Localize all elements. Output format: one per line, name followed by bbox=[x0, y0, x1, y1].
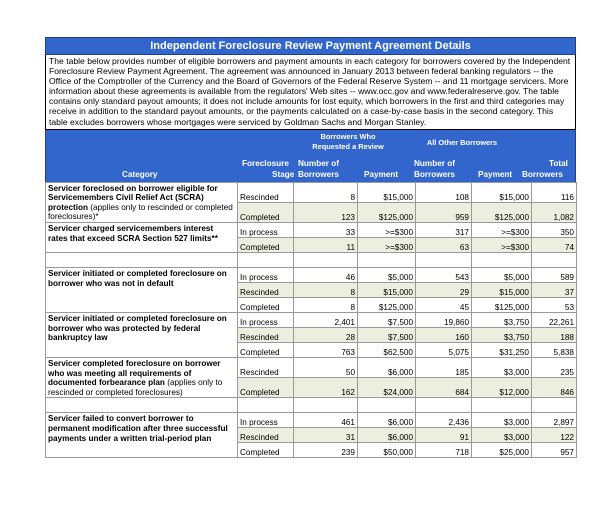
foreclosure-stage-cell: In process bbox=[238, 413, 294, 428]
requested-borrowers-cell: 8 bbox=[294, 283, 358, 298]
other-borrowers-cell: 5,075 bbox=[416, 343, 472, 358]
total-borrowers-cell: 5,838 bbox=[532, 343, 577, 358]
other-payment-cell: $15,000 bbox=[472, 283, 532, 298]
requested-borrowers-cell: 33 bbox=[294, 223, 358, 238]
other-borrowers-cell: 185 bbox=[416, 358, 472, 378]
foreclosure-stage-cell: Completed bbox=[238, 378, 294, 398]
payment-table bbox=[45, 182, 577, 459]
requested-payment-cell: $125,000 bbox=[358, 202, 416, 222]
requested-borrowers-cell: 763 bbox=[294, 343, 358, 358]
table-row bbox=[46, 268, 577, 283]
requested-payment-cell: $7,500 bbox=[358, 328, 416, 343]
other-borrowers-cell: 2,436 bbox=[416, 413, 472, 428]
other-payment-cell: $3,750 bbox=[472, 313, 532, 328]
header-num2-line1: Number of bbox=[414, 158, 455, 168]
header-stage-line2: Stage bbox=[272, 169, 295, 179]
category-label: Servicer initiated or completed foreclosure on borrower who was protected by federal bankruptcy law bbox=[48, 314, 227, 343]
header-num2-line2: Borrowers bbox=[414, 169, 455, 179]
total-borrowers-cell: 53 bbox=[532, 298, 577, 313]
table-row bbox=[46, 182, 577, 202]
total-borrowers-cell: 1,082 bbox=[532, 202, 577, 222]
header-total-line1: Total bbox=[549, 158, 568, 168]
requested-borrowers-cell: 31 bbox=[294, 428, 358, 443]
foreclosure-stage-cell: Completed bbox=[238, 343, 294, 358]
other-borrowers-cell: 91 bbox=[416, 428, 472, 443]
header-payment1: Payment bbox=[364, 169, 399, 179]
other-payment-cell: $3,000 bbox=[472, 428, 532, 443]
other-borrowers-cell: 684 bbox=[416, 378, 472, 398]
foreclosure-stage-cell: Rescinded bbox=[238, 182, 294, 202]
other-borrowers-cell: 108 bbox=[416, 182, 472, 202]
category-label: Servicer failed to convert borrower to permanent modification after three successful payments under a written trial-period plan bbox=[48, 414, 228, 443]
header-stage-line1: Foreclosure bbox=[242, 158, 289, 168]
other-borrowers-cell: 718 bbox=[416, 443, 472, 458]
total-borrowers-cell: 22,261 bbox=[532, 313, 577, 328]
total-borrowers-cell: 74 bbox=[532, 238, 577, 253]
requested-payment-cell: $62,500 bbox=[358, 343, 416, 358]
table-row bbox=[46, 358, 577, 378]
other-payment-cell: $3,000 bbox=[472, 358, 532, 378]
other-payment-cell: $3,750 bbox=[472, 328, 532, 343]
requested-payment-cell: $6,000 bbox=[358, 413, 416, 428]
other-payment-cell: $15,000 bbox=[472, 182, 532, 202]
other-payment-cell: $125,000 bbox=[472, 202, 532, 222]
other-borrowers-cell: 19,860 bbox=[416, 313, 472, 328]
category-cell bbox=[46, 413, 238, 458]
requested-borrowers-cell: 239 bbox=[294, 443, 358, 458]
category-cell bbox=[46, 223, 238, 253]
category-cell bbox=[46, 358, 238, 398]
total-borrowers-cell: 37 bbox=[532, 283, 577, 298]
requested-borrowers-cell: 28 bbox=[294, 328, 358, 343]
category-note: (applies only to rescinded or completed foreclosures) bbox=[48, 378, 223, 397]
intro-paragraph: The table below provides number of eligible borrowers and payment amounts in each category for borrowers covered by the Independent Foreclosure Review Payment Agreement. The agreement was announced in January 2013 between federal banking regulators -- the Office of the Comptroller of the Currency and the Board of Governors of the Federal Reserve System -- and 11 mortgage servicers. More information about these agreements is available from the regulators' Web sites -- www.occ.gov and www.federalreserve.gov. The table contains only standard payout amounts; it does not include amounts for lost equity, which borrowers in the first and third categories may receive in addition to the standard payout amounts, or the payments calculated on a case-by-case basis in the second category. This table excludes borrowers whose mortgages were serviced by Goldman Sachs and Morgan Stanley. bbox=[45, 55, 576, 130]
requested-payment-cell: >=$300 bbox=[358, 238, 416, 253]
foreclosure-stage-cell: Completed bbox=[238, 443, 294, 458]
requested-payment-cell: $125,000 bbox=[358, 298, 416, 313]
other-borrowers-cell: 63 bbox=[416, 238, 472, 253]
requested-payment-cell: $24,000 bbox=[358, 378, 416, 398]
foreclosure-stage-cell: Rescinded bbox=[238, 328, 294, 343]
requested-payment-cell: $15,000 bbox=[358, 182, 416, 202]
other-payment-cell: $12,000 bbox=[472, 378, 532, 398]
other-borrowers-cell: 543 bbox=[416, 268, 472, 283]
total-borrowers-cell: 116 bbox=[532, 182, 577, 202]
header-category: Category bbox=[122, 169, 158, 179]
table-row bbox=[46, 223, 577, 238]
total-borrowers-cell: 957 bbox=[532, 443, 577, 458]
header-num1-line1: Number of bbox=[298, 158, 339, 168]
foreclosure-stage-cell: Rescinded bbox=[238, 283, 294, 298]
requested-borrowers-cell: 50 bbox=[294, 358, 358, 378]
foreclosure-stage-cell: Completed bbox=[238, 238, 294, 253]
header-num1-line2: Borrowers bbox=[298, 169, 339, 179]
header-payment2: Payment bbox=[478, 169, 513, 179]
table-title: Independent Foreclosure Review Payment Agreement Details bbox=[45, 37, 576, 55]
requested-borrowers-cell: 8 bbox=[294, 298, 358, 313]
other-borrowers-cell: 959 bbox=[416, 202, 472, 222]
total-borrowers-cell: 350 bbox=[532, 223, 577, 238]
category-cell bbox=[46, 313, 238, 358]
requested-borrowers-cell: 123 bbox=[294, 202, 358, 222]
other-borrowers-cell: 29 bbox=[416, 283, 472, 298]
other-payment-cell: $5,000 bbox=[472, 268, 532, 283]
other-payment-cell: >=$300 bbox=[472, 223, 532, 238]
table-row bbox=[46, 413, 577, 428]
category-cell bbox=[46, 268, 238, 313]
table-row bbox=[46, 313, 577, 328]
category-label: Servicer initiated or completed foreclosure on borrower who was not in default bbox=[48, 269, 227, 288]
header-group-requested: Borrowers Who Requested a Review bbox=[312, 131, 384, 151]
requested-borrowers-cell: 162 bbox=[294, 378, 358, 398]
other-borrowers-cell: 160 bbox=[416, 328, 472, 343]
requested-payment-cell: $6,000 bbox=[358, 358, 416, 378]
requested-borrowers-cell: 8 bbox=[294, 182, 358, 202]
category-cell bbox=[46, 182, 238, 222]
header-group-other: All Other Borrowers bbox=[426, 137, 498, 147]
foreclosure-stage-cell: Completed bbox=[238, 298, 294, 313]
category-label: Servicer charged servicemembers interest rates that exceed SCRA Section 527 limits** bbox=[48, 224, 218, 243]
foreclosure-stage-cell: Rescinded bbox=[238, 428, 294, 443]
table-header bbox=[45, 130, 576, 182]
category-label: Servicer completed foreclosure on borrower who was meeting all requirements of documented forbearance plan bbox=[48, 359, 221, 388]
requested-payment-cell: $15,000 bbox=[358, 283, 416, 298]
total-borrowers-cell: 122 bbox=[532, 428, 577, 443]
foreclosure-stage-cell: In process bbox=[238, 223, 294, 238]
requested-borrowers-cell: 461 bbox=[294, 413, 358, 428]
foreclosure-stage-cell: In process bbox=[238, 268, 294, 283]
foreclosure-stage-cell: In process bbox=[238, 313, 294, 328]
requested-borrowers-cell: 2,401 bbox=[294, 313, 358, 328]
other-payment-cell: >=$300 bbox=[472, 238, 532, 253]
total-borrowers-cell: 188 bbox=[532, 328, 577, 343]
total-borrowers-cell: 2,897 bbox=[532, 413, 577, 428]
total-borrowers-cell: 589 bbox=[532, 268, 577, 283]
other-payment-cell: $25,000 bbox=[472, 443, 532, 458]
other-payment-cell: $31,250 bbox=[472, 343, 532, 358]
requested-payment-cell: >=$300 bbox=[358, 223, 416, 238]
requested-payment-cell: $50,000 bbox=[358, 443, 416, 458]
group-spacer bbox=[46, 253, 577, 268]
foreclosure-stage-cell: Completed bbox=[238, 202, 294, 222]
other-payment-cell: $3,000 bbox=[472, 413, 532, 428]
other-borrowers-cell: 45 bbox=[416, 298, 472, 313]
foreclosure-stage-cell: Rescinded bbox=[238, 358, 294, 378]
total-borrowers-cell: 235 bbox=[532, 358, 577, 378]
group-spacer bbox=[46, 398, 577, 413]
other-borrowers-cell: 317 bbox=[416, 223, 472, 238]
requested-borrowers-cell: 46 bbox=[294, 268, 358, 283]
requested-payment-cell: $5,000 bbox=[358, 268, 416, 283]
requested-payment-cell: $6,000 bbox=[358, 428, 416, 443]
category-label: Servicer foreclosed on borrower eligible for Servicemembers Civil Relief Act (SCRA) protection bbox=[48, 183, 218, 212]
header-total-line2: Borrowers bbox=[522, 169, 563, 179]
total-borrowers-cell: 846 bbox=[532, 378, 577, 398]
requested-payment-cell: $7,500 bbox=[358, 313, 416, 328]
other-payment-cell: $125,000 bbox=[472, 298, 532, 313]
payment-agreement-sheet bbox=[45, 37, 576, 458]
category-note: (applies only to rescinded or completed foreclosures)* bbox=[48, 202, 233, 222]
requested-borrowers-cell: 11 bbox=[294, 238, 358, 253]
